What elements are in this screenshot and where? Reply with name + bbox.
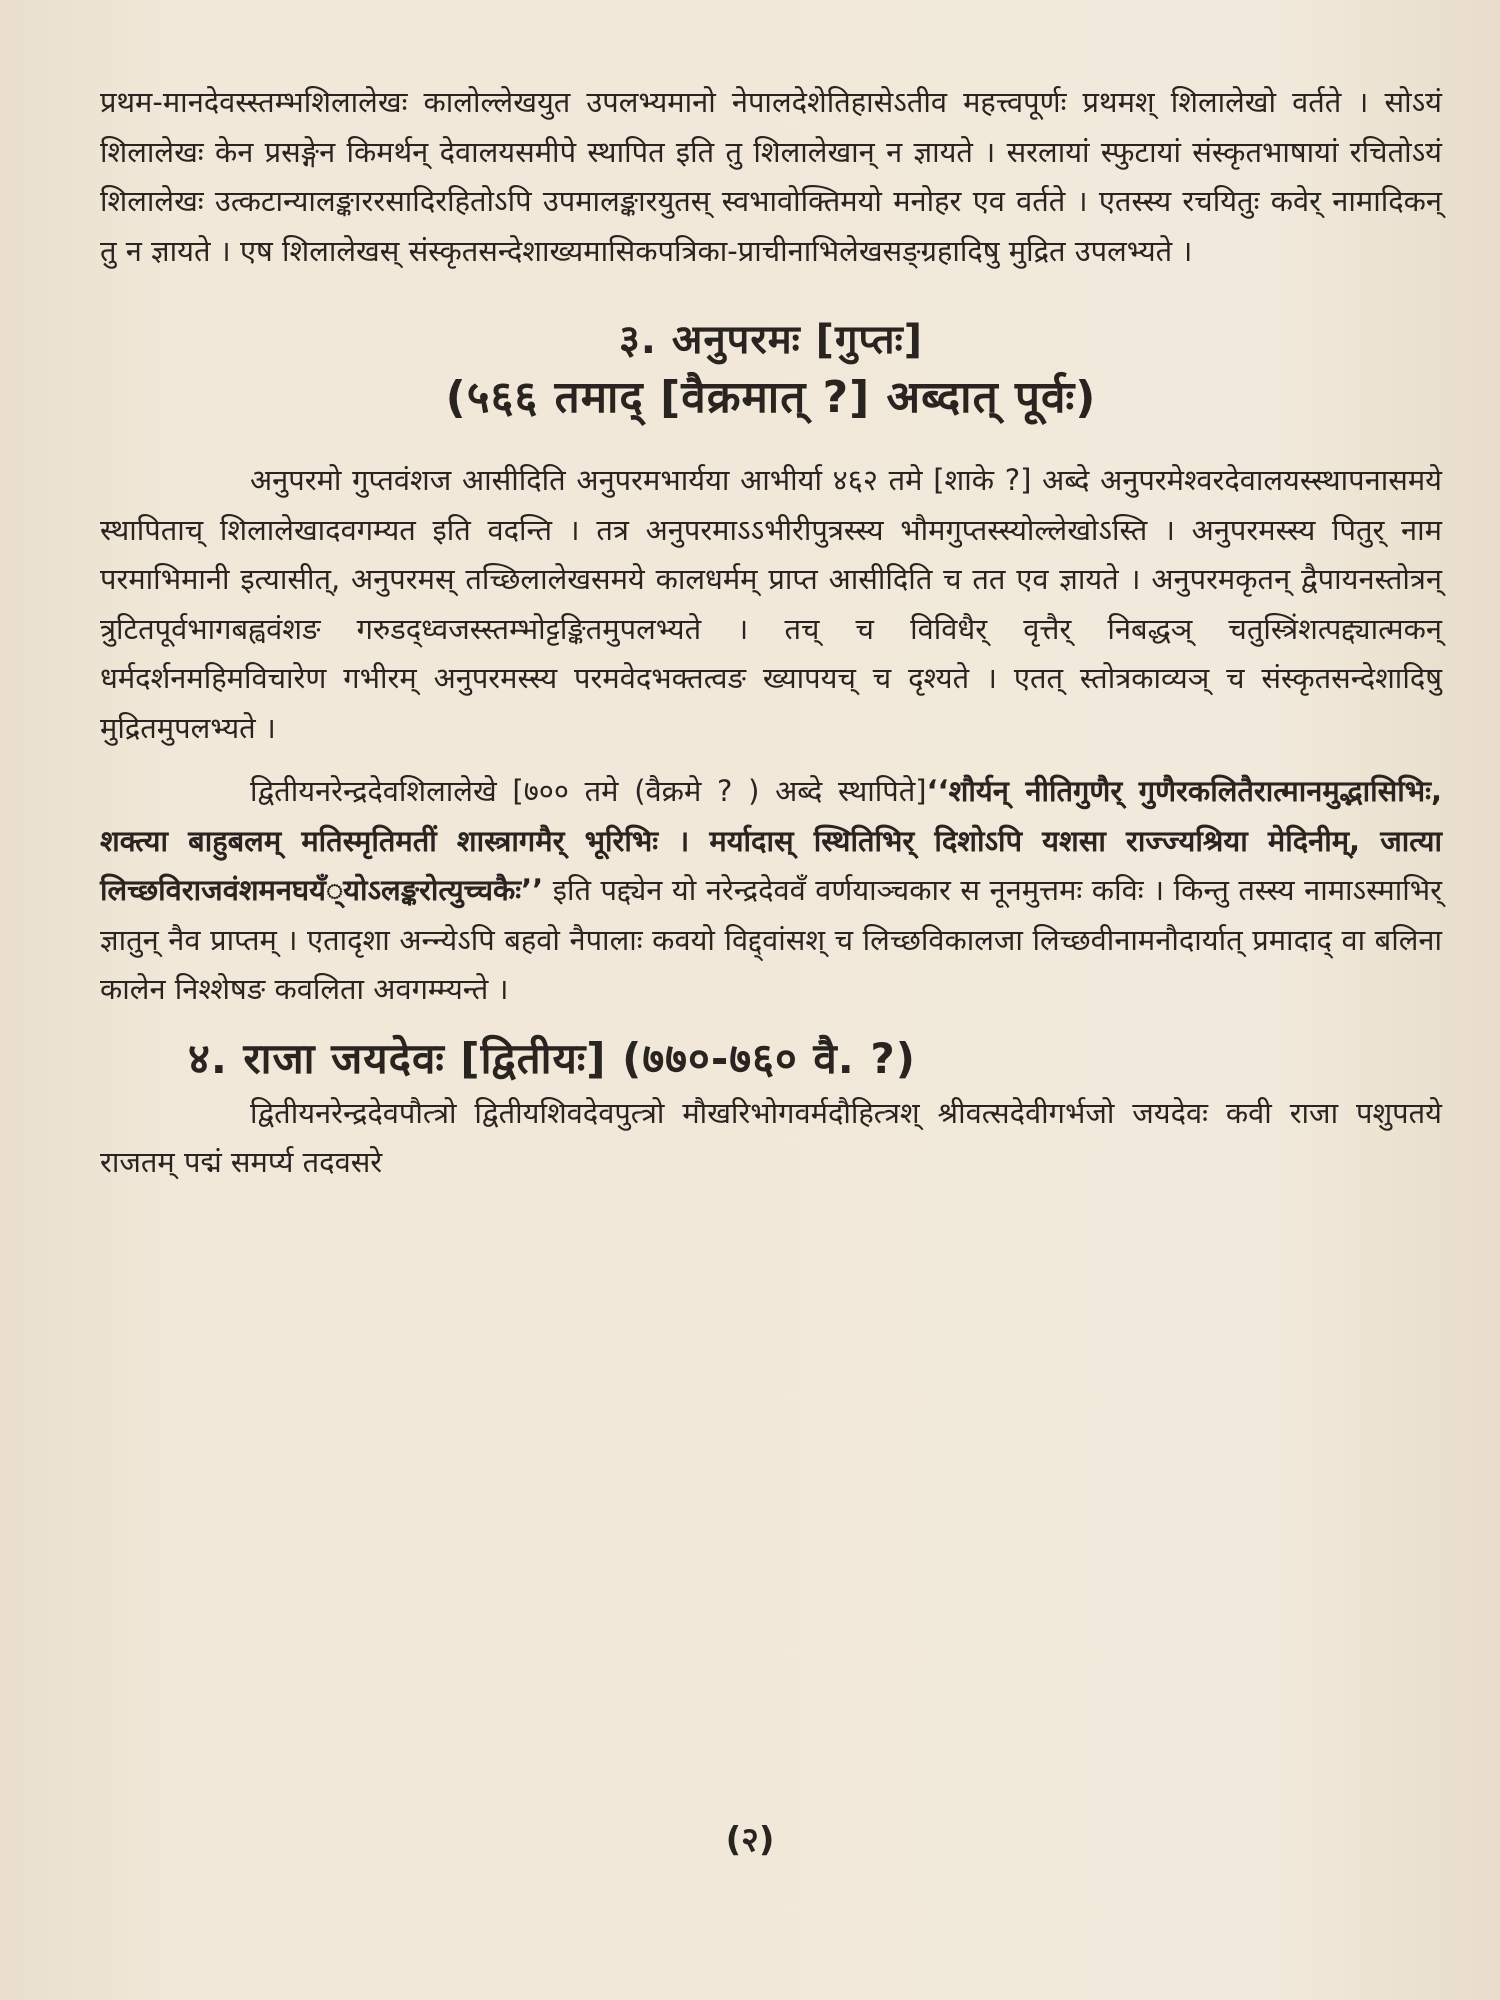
paragraph-2-rest: इति पद्द्येन यो नरेन्द्रदेववँ वर्णयाञ्चकार स नूनमुत्तमः कविः । किन्तु तस्स्य नामाऽस्माभिर् ज्ञातुन् नैव प्राप्तम् । एतादृशा अन्न्येऽपि बहवो नैपालाः कवयो विद्द्वांसश् च लिच्छविकालजा लिच्छवीनामनौदार्यात् प्रमादाद् वा बलिना कालेन निश्शेषङ कवलिता अवगम्म्यन्ते । bbox=[100, 873, 1442, 1006]
paragraph-2-intro: द्वितीयनरेन्द्रदेवशिलालेखे [७०० तमे (वैक्रमे ? ) अब्दे स्थापिते] bbox=[250, 774, 927, 808]
section-3-paragraph-1: अनुपरमो गुप्तवंशज आसीदिति अनुपरमभार्यया आभीर्या ४६२ तमे [शाके ?] अब्दे अनुपरमेश्वरदेवालयस्स्थापनासमये स्थापिताच् शिलालेखादवगम्यत इति वदन्ति । तत्र अनुपरमाऽऽभीरीपुत्रस्स्य भौमगुप्तस्स्योल्लेखोऽस्ति । अनुपरमस्स्य पितुर् नाम परमाभिमानी इत्यासीत्, अनुपरमस् तच्छिलालेखसमये कालधर्मम् प्राप्त आसीदिति च तत एव ज्ञायते । अनुपरमकृतन् द्वैपायनस्तोत्रन् त्रुटितपूर्वभागबह्ववंशङ गरुडद्ध्वजस्स्तम्भोट्टङ्कितमुपलभ्यते । तच् च विविधैर् वृत्तैर् निबद्धञ् चतुस्त्रिंशत्पद्द्यात्मकन् धर्मदर्शनमहिमविचारेण गभीरम् अनुपरमस्स्य परमवेदभक्तत्वङ ख्यापयच् च दृश्यते । एतत् स्तोत्रकाव्यञ् च संस्कृतसन्देशादिषु मुद्रितमुपलभ्यते । bbox=[100, 463, 1442, 745]
section-3-subtitle: (५६६ तमाद् [वैक्रमात् ?] अब्दात् पूर्वः) bbox=[445, 372, 1097, 423]
page-number: (२) bbox=[725, 1820, 775, 1860]
verse-quote: ‘‘शौर्यन् नीतिगुणैर् गुणैरकलितैरात्मानमुद्भासिभिः, शक्त्या बाहुबलम् मतिस्मृतिमतीं शास्त्रागमैर् भूरिभिः । मर्यादास् स्थितिभिर् दिशोऽपि यशसा राज्ज्यश्रिया मेदिनीम्, जात्या लिच्छविराजवंशमनघयँ्योऽलङ्करोत्युच्चकैः’’ bbox=[100, 774, 1442, 907]
section-4-title: ४. राजा जयदेवः [द्वितीयः] (७७०-७६० वै. ?) bbox=[188, 1033, 916, 1083]
section-3-title: ३. अनुपरमः [गुप्तः] bbox=[619, 317, 923, 363]
section-4-paragraph-1: द्वितीयनरेन्द्रदेवपौत्त्रो द्वितीयशिवदेवपुत्त्रो मौखरिभोगवर्मदौहित्त्रश् श्रीवत्सदेवीगर्भजो जयदेवः कवी राजा पशुपतये राजतम् पद्मं समर्प्य तदवसरे bbox=[100, 1095, 1442, 1179]
intro-paragraph: प्रथम-मानदेवस्स्तम्भशिलालेखः कालोल्लेखयुत उपलभ्यमानो नेपालदेशेतिहासेऽतीव महत्त्वपूर्णः प्रथमश् शिलालेखो वर्तते । सोऽयं शिलालेखः केन प्रसङ्गेन किमर्थन् देवालयसमीपे स्थापित इति तु शिलालेखान् न ज्ञायते । सरलायां स्फुटायां संस्कृतभाषायां रचितोऽयं शिलालेखः उत्कटान्यालङ्काररसादिरहितोऽपि उपमालङ्कारयुतस् स्वभावोक्तिमयो मनोहर एव वर्तते । एतस्स्य रचयितुः कवेर् नामादिकन् तु न ज्ञायते । एष शिलालेखस् संस्कृतसन्देशाख्यमासिकपत्रिका-प्राचीनाभिलेखसङ्ग्रहादिषु मुद्रित उपलभ्यते । bbox=[100, 85, 1442, 268]
section-3-paragraph-2 bbox=[100, 767, 1442, 1015]
paragraph-gap bbox=[100, 753, 1442, 767]
